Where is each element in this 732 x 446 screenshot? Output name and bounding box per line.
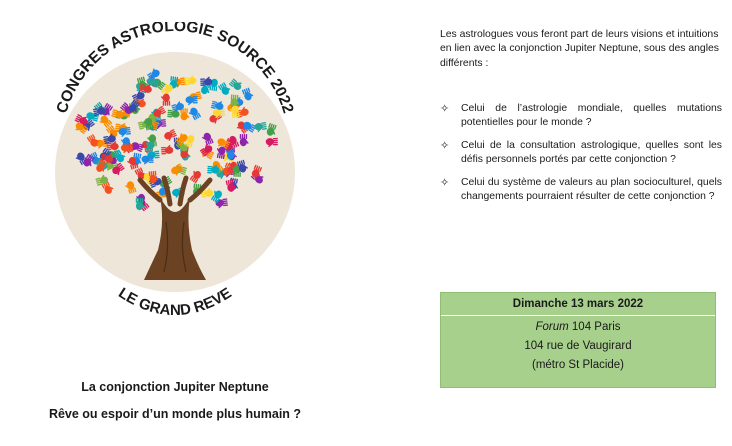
four-point-star-icon: ✧ xyxy=(440,103,450,115)
list-item-text: Celui de l’astrologie mondiale, quelles mutations potentielles pour le monde ? xyxy=(461,103,722,129)
four-point-star-icon: ✧ xyxy=(440,176,450,189)
list-item xyxy=(440,176,722,205)
event-street: 104 rue de Vaugirard xyxy=(524,340,632,352)
four-point-star-icon: ✧ xyxy=(440,139,450,152)
congress-logo xyxy=(40,22,310,342)
perspectives-list xyxy=(440,102,722,212)
event-info-box xyxy=(440,292,716,388)
intro-paragraph: Les astrologues vous feront part de leurs visions et intuitions en lien avec la conjonction Jupiter Neptune, sous des angles différents : xyxy=(440,29,719,69)
list-item-text: Celui de la consultation astrologique, quelles sont les défis personnels portés par cette conjonction ? xyxy=(461,139,722,166)
event-date: Dimanche 13 mars 2022 xyxy=(441,293,715,316)
event-venue-rest: 104 Paris xyxy=(568,321,621,333)
list-item xyxy=(440,102,722,131)
subject-question: Rêve ou espoir d’un monde plus humain ? xyxy=(48,407,302,421)
event-venue xyxy=(441,318,715,337)
logo-arc-top-text: CONGRES ASTROLOGIE SOURCE 2022 xyxy=(53,22,297,116)
list-item-text: Celui du système de valeurs au plan socioculturel, quels changements pourraient résulter de cette conjonction ? xyxy=(461,176,722,203)
event-venue-name: Forum xyxy=(535,321,569,333)
logo-arc-bottom-text: LE GRAND REVE xyxy=(115,284,235,320)
subject-title: La conjonction Jupiter Neptune xyxy=(81,380,269,394)
list-item xyxy=(440,139,722,168)
event-metro: (métro St Placide) xyxy=(531,359,625,371)
